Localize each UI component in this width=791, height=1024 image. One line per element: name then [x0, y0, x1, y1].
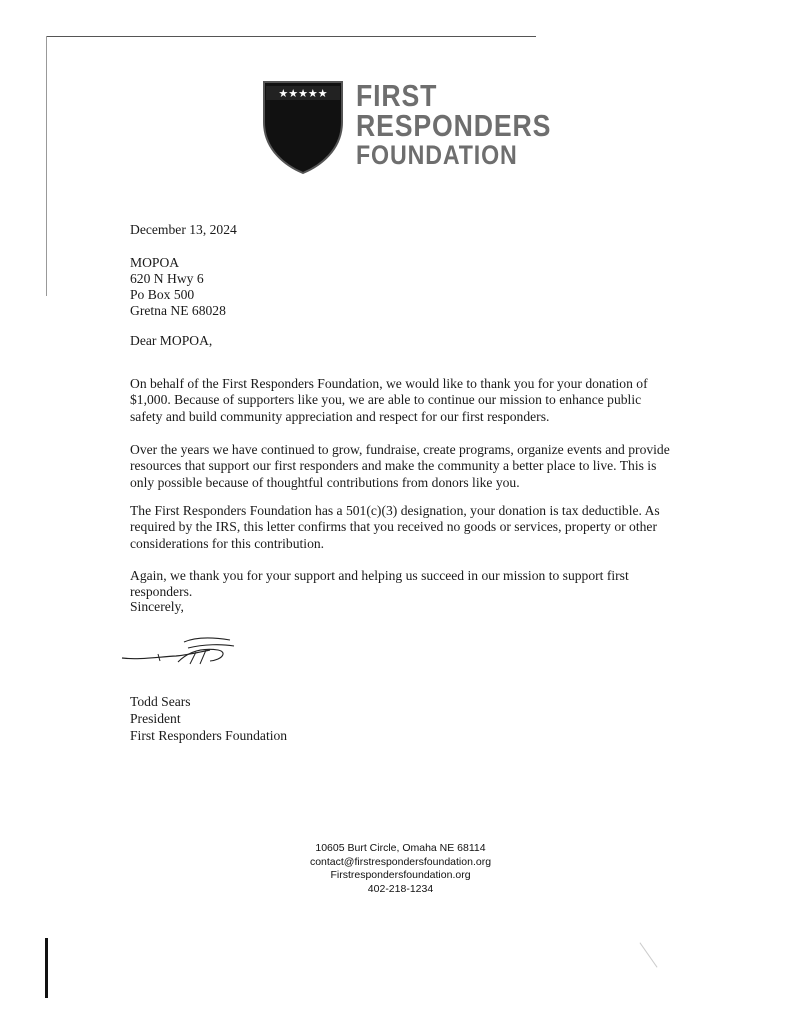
body-paragraph-4: Again, we thank you for your support and helping us succeed in our mission to support first responders.	[130, 567, 629, 600]
logo-line-first: FIRST	[356, 78, 438, 113]
footer-email: contact@firstrespondersfoundation.org	[309, 855, 492, 868]
recipient-address	[130, 255, 226, 319]
signer-block	[130, 693, 287, 744]
recipient-po-box: Po Box 500	[130, 287, 195, 302]
body-paragraph-2: Over the years we have continued to grow, fundraise, create programs, organize events and provide resources that support our first responders and make the community a better place to live. This is only possible because of thoughtful contributions from donors like you.	[130, 441, 670, 490]
salutation: Dear MOPOA,	[130, 333, 213, 348]
body-paragraph-3: The First Responders Foundation has a 501(c)(3) designation, your donation is tax deductible. As required by the IRS, this letter confirms that you received no goods or services, property or other considerations for this contribution.	[130, 502, 660, 551]
signer-name: Todd Sears	[130, 694, 191, 709]
footer-address: 10605 Burt Circle, Omaha NE 68114	[315, 842, 486, 854]
letter-date: December 13, 2024	[130, 222, 237, 237]
scan-edge-top	[46, 36, 536, 37]
footer-phone: 402-218-1234	[367, 882, 434, 895]
recipient-name: MOPOA	[130, 255, 180, 270]
scan-edge-left-bottom	[45, 938, 48, 998]
footer-contact	[0, 842, 791, 896]
footer-website: Firstrespondersfoundation.org	[330, 869, 471, 881]
body-paragraph-1: On behalf of the First Responders Foundation, we would like to thank you for your donation of $1,000. Because of supporters like you, we are able to continue our mission to enhance public safety and build community appreciation and respect for our first responders.	[130, 375, 648, 424]
scan-artifact	[639, 942, 657, 967]
scan-edge-left	[46, 36, 47, 296]
signer-organization: First Responders Foundation	[130, 728, 288, 743]
foundation-logo	[262, 80, 552, 180]
recipient-street: 620 N Hwy 6	[130, 271, 204, 286]
signature-image	[118, 628, 248, 672]
shield-icon	[262, 80, 344, 175]
logo-line-foundation: FOUNDATION	[356, 140, 518, 170]
signer-title: President	[130, 711, 181, 726]
logo-stars: ★★★★★	[278, 87, 328, 100]
logo-line-responders: RESPONDERS	[356, 108, 552, 143]
recipient-city: Gretna NE 68028	[130, 303, 226, 318]
closing: Sincerely,	[130, 599, 184, 614]
